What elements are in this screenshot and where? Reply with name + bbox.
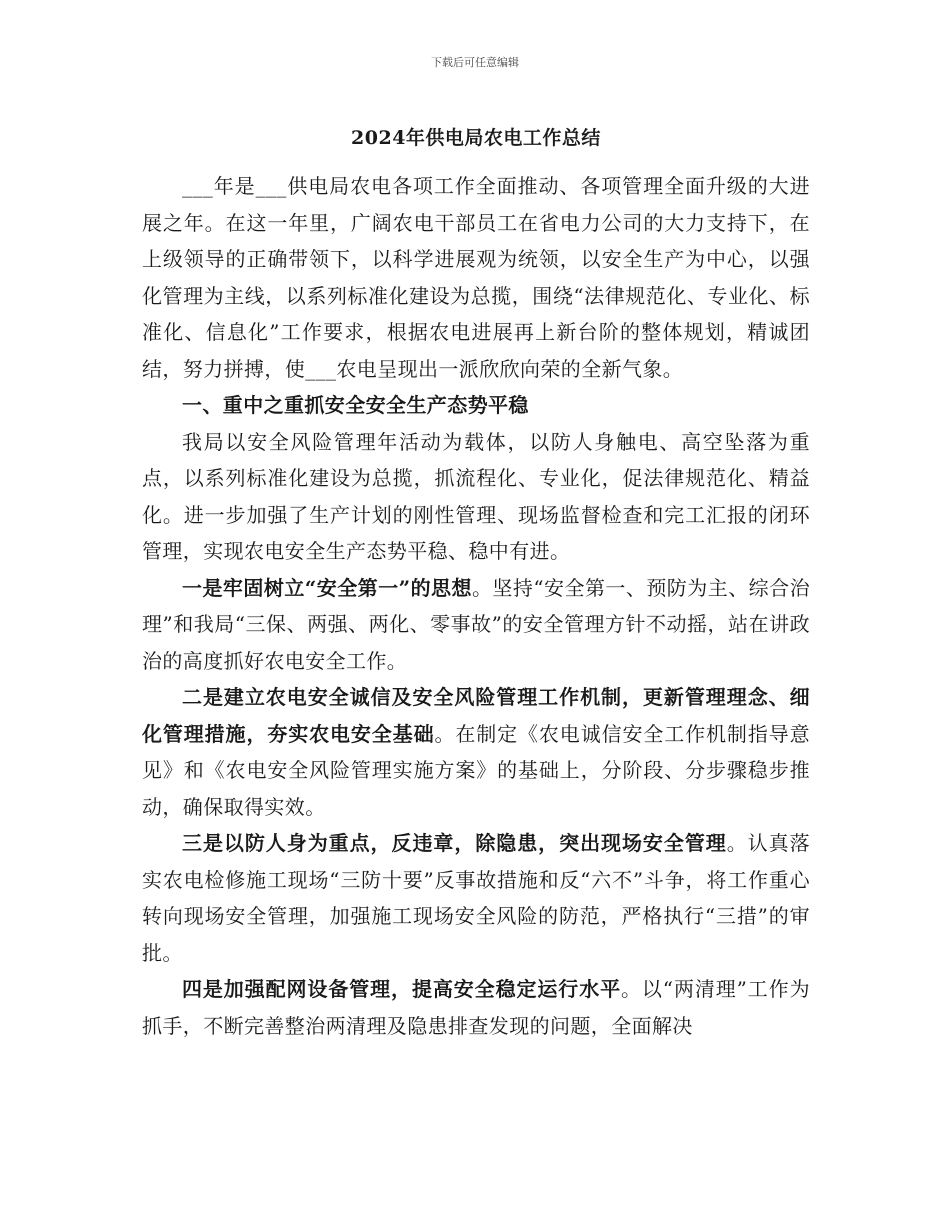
item-text: 。以“两清理”工作为抓手，不断完善整治两清理及隐患排查发现的问题，全面解决 (142, 977, 810, 1038)
item-lead: 四是加强配网设备管理，提高安全稳定运行水平 (182, 977, 621, 1001)
item-text: 。在制定《农电诚信安全工作机制指导意见》和《农电安全风险管理实施方案》的基础上，分阶段、分步骤稳步推动，确保取得实效。 (142, 721, 810, 819)
item-lead: 三是以防人身为重点，反违章，除隐患，突出现场安全管理 (182, 831, 727, 855)
section-body-paragraph: 我局以安全风险管理年活动为载体，以防人身触电、高空坠落为重点，以系列标准化建设为总揽，抓流程化、专业化，促法律规范化、精益化。进一步加强了生产计划的刚性管理、现场监督检查和完工汇报的闭环管理，实现农电安全生产态势平稳、稳中有进。 (142, 429, 810, 563)
section-heading: 一、重中之重抓安全安全生产态势平稳 (182, 393, 529, 417)
item-paragraph-2 (142, 679, 810, 825)
intro-paragraph: ___年是___供电局农电各项工作全面推动、各项管理全面升级的大进展之年。在这一年里，广阔农电干部员工在省电力公司的大力支持下，在上级领导的正确带领下，以科学进展观为统领，以安全生产为中心，以强化管理为主线，以系列标准化建设为总揽，围绕“法律规范化、专业化、标准化、信息化”工作要求，根据农电进展再上新台阶的整体规划，精诚团结，努力拼搏，使___农电呈现出一派欣欣向荣的全新气象。 (142, 174, 810, 381)
item-text: 。坚持“安全第一、预防为主、综合治理”和我局“三保、两强、两化、零事故”的安全管理方针不动摇，站在讲政治的高度抓好农电安全工作。 (142, 575, 810, 673)
item-paragraph-1 (142, 570, 810, 680)
header-note: 下载后可任意编辑 (431, 56, 519, 69)
item-text: 。认真落实农电检修施工现场“三防十要”反事故措施和反“六不”斗争，将工作重心转向现场安全管理，加强施工现场安全风险的防范，严格执行“三措”的审批。 (142, 831, 810, 965)
item-lead: 二是建立农电安全诚信及安全风险管理工作机制，更新管理理念、细化管理措施，夯实农电安全基础 (142, 685, 810, 746)
item-paragraph-4 (142, 971, 810, 1044)
document-body (142, 122, 810, 1044)
item-paragraph-3 (142, 825, 810, 971)
document-title: 2024年供电局农电工作总结 (351, 127, 601, 149)
item-lead: 一是牢固树立“安全第一”的思想 (182, 575, 472, 600)
